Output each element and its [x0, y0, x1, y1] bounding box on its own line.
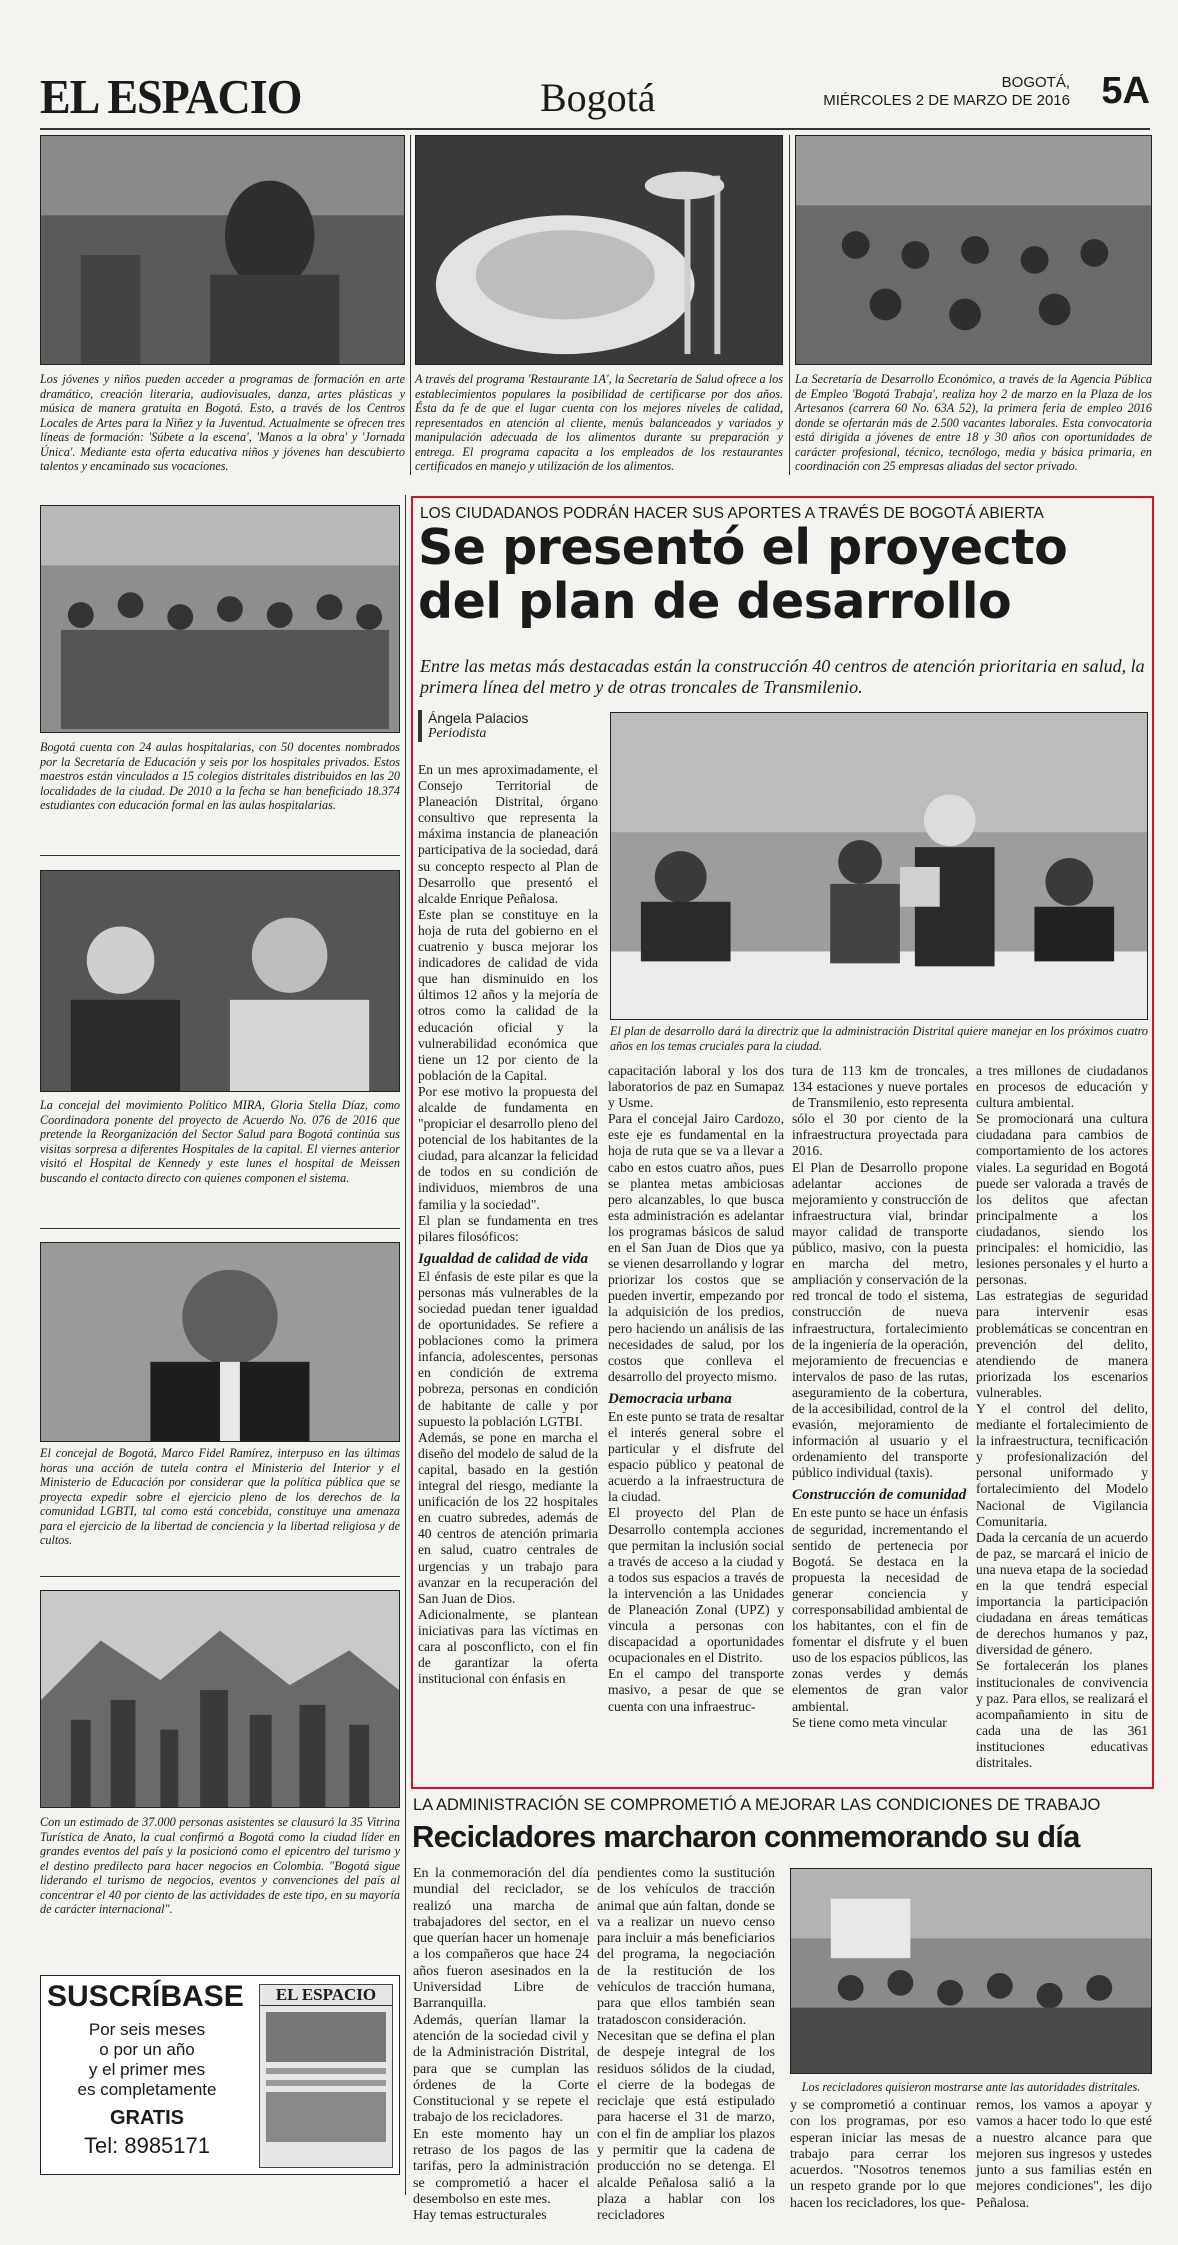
main-article-column-3: tura de 113 km de troncales, 134 estaciones y nueve portales de Transmilenio, esto representa sólo el 30 por ciento de la infraestructura proyectada para 2016. El Plan de Desarrollo propone adelantar acciones de mejoramiento y construcción de infraestructura vial, brindar mayor calidad de transporte público, masivo, con la puesta en marcha del metro, ampliación y conservación de la red troncal de todo el sistema, construcción de nueva infraestructura, fortalecimiento de la ingeniería de la operación, mejoramiento de frecuencias e intervalos de paso de las rutas, aseguramiento de la cobertura, de la accesibilidad, control de la evasión, mejoramiento de información al usuario y el ordenamiento del transporte público individual (taxis). Construcción de comunidad En este punto se hace un énfasis de seguridad, incrementando el sentido de pertenecia por Bogotá. Se destaca en la propuesta la necesidad de generar conciencia y corresponsabilidad ambiental de los habitantes, con el fin de fomentar el disfrute y el buen uso de los espacios públicos, las zonas verdes y demás elementos de gran valor ambiental. Se tiene como meta vincular [792, 1063, 968, 1730]
subscribe-text: Por seis meses o por un año y el primer mes es completamente GRATIS Tel: 8985171 [47, 2020, 247, 2156]
second-article-column-1: En la conmemoración del día mundial del reciclador, se realizó una marcha de trabajadores del sector, en el que querían hacer un homenaje a los compañeros que hace 24 años fueron asesinados en la Universidad Libre de Barranquilla. Además, querían llamar la atención de la sociedad civil y de la Administración Distrital, para que se cumplan las órdenes de la Corte Constitucional y se repete el trabajo de los recicladores. En este momento hay un retraso de los pagos de las tarifas, pero la administración se comprometió a hacer el desembolso en este mes. Hay temas estructurales [413, 1866, 589, 2224]
main-article-kicker: LOS CIUDADANOS PODRÁN HACER SUS APORTES A TRAVÉS DE BOGOTÁ ABIERTA [420, 505, 1044, 522]
caption-concejal-ramirez: El concejal de Bogotá, Marco Fidel Ramírez, interpuso en las últimas horas una acción de tutela contra el Ministerio del Interior y el Ministerio de Educación por considerar que la política pública que se proyecta expedir sobre el ejercicio pleno de los derechos de la comunidad LGBTI, tal como está concebida, constituye una amenaza para el ejercicio de la libertad de conciencia y la libertad religiosa y de cultos. [40, 1446, 400, 1547]
photo-concejal-mira [40, 870, 400, 1092]
photo-plan-presentation [610, 712, 1148, 1020]
second-article-column-2: pendientes como la sustitución de los vehículos de tracción animal que aún faltan, donde se va a realizar un nuevo censo para incluir a más beneficiarios del programa, la negociación de la restitución de los vehículos de tracción humana, para que ellos también sean tratadoscon consideración. Necesitan que se defina el plan de despeje integral de los residuos sólidos de la ciudad, el cierre de la bodegas de reciclaje que está estipulado para hacerse el 31 de marzo, con el fin de ampliar los plazos y permitir que la cadena de producción no se detenga. El alcalde Peñalosa salió a la plaza a hablar con los recicladores [597, 1866, 775, 2224]
main-article-deck: Entre las metas más destacadas están la construcción 40 centros de atención prioritaria en salud, la primera línea del metro y de otras troncales de Transmilenio. [420, 656, 1145, 697]
column-rule [410, 135, 411, 475]
caption-restaurant: A través del programa 'Restaurante 1A', la Secretaría de Salud ofrece a los establecimientos populares la posibilidad de certificarse por dos años. Ésta da fe de que el lugar cuenta con los mejores niveles de calidad, representados en atención al cliente, menús balanceados y variados y manipulación adecuada de los alimentos durante su preparación y entrega. El programa capacita a los empleados de los restaurantes certificados en manejo y utilización de los alimentos. [415, 372, 783, 473]
subheading-democracia: Democracia urbana [608, 1390, 732, 1407]
caption-hospital-classrooms: Bogotá cuenta con 24 aulas hospitalarias, con 50 docentes nombrados por la Secretaría de Educación y seis por los hospitales privados. Estos maestros están vinculados a 15 colegios distritales distribuidos en las 20 localidades de la ciudad. De 2010 a la fecha se han beneficiado 18.374 estudiantes con educación formal en las aulas hospitalarias. [40, 740, 400, 812]
photo-job-fair [795, 135, 1152, 365]
separator [40, 1228, 400, 1229]
photo-restaurant-dish [415, 135, 783, 365]
main-article-column-1: En un mes aproximadamente, el Consejo Territorial de Planeación Distrital, órgano consultivo que representa la máxima instancia de planeación participativa de la sociedad, dará su concepto respecto al Plan de Desarrollo que presentó el alcalde Enrique Peñalosa. Este plan se constituye en la hoja de ruta del gobierno en el cuatrenio y busca mejorar los indicadores de calidad de vida que han disminuido en los últimos 12 años y la mejoría de otros como la calidad de la educación oficial y la vulnerabilidad económica que tiene un 12 por ciento de la población de la Capital. Por ese motivo la propuesta del alcalde de fundamenta en "propiciar el desarrollo pleno del potencial de los habitantes de la ciudad, para alcanzar la felicidad de todos en su condición de individuos, miembros de una familia y la sociedad". El plan se fundamenta en tres pilares filosóficos: Igualdad de calidad de vida El énfasis de este pilar es que la personas más vulnerables de la sociedad puedan tener igualdad de oportunidades. Se refiere a poblaciones como la primera infancia, adolescentes, personas en condición de extrema pobreza, personas en condición de habitante de calle y por supuesto la población LGTBI. Además, se pone en marcha el diseño del modelo de salud de la capital, basado en la gestión integral del riesgo, mediante la unificación de los 22 hospitales en cuatro subredes, además de 40 centros de atención primaria en salud, cuatro centrales de urgencias y un trabajo para avanzar en la recuperación del San Juan de Dios. Adicionalmente, se plantean iniciativas para las víctimas en cara al posconflicto, con el fin de garantizar la oferta institucional con énfasis en [418, 762, 598, 1687]
second-article-column-4: remos, los vamos a apoyar y vamos a hacer todo lo que esté a nuestro alcance para que mejoren sus ingresos y ustedes junto a sus familias estén en mejores condiciones", les dijo Peñalosa. [976, 2098, 1152, 2211]
author-block [418, 710, 598, 742]
masthead-city: BOGOTÁ, [1001, 74, 1070, 91]
author-name: Ángela Palacios [428, 710, 529, 726]
caption-plan-presentation: El plan de desarrollo dará la directriz que la administración Distrital quiere manejar en los próximos cuatro años en los temas cruciales para la ciudad. [610, 1024, 1148, 1053]
second-article-headline: Recicladores marcharon conmemorando su día [412, 1819, 1080, 1854]
separator [40, 1576, 400, 1577]
photo-bogota-skyline [40, 1590, 400, 1808]
second-article-column-3: y se comprometió a continuar con los programas, por eso esperan iniciar las mesas de trabajo para cerrar los acuerdos. "Nosotros tenemos un respeto grande por lo que hacen los recicladores, los que- [790, 2098, 966, 2211]
photo-young-artists [40, 135, 405, 365]
main-article-headline-1: Se presentó el proyecto [418, 519, 1068, 576]
column-rule [405, 495, 406, 2195]
separator [40, 855, 400, 856]
author-role: Periodista [428, 726, 487, 741]
subheading-igualdad: Igualdad de calidad de vida [418, 1250, 588, 1267]
caption-concejal-mira: La concejal del movimiento Político MIRA, Gloria Stella Díaz, como Coordinadora ponente del proyecto de Acuerdo No. 076 de 2016 que pretende la Reorganización del Sector Salud para Bogotá continúa sus visitas sorpresa a diferentes Hospitales de la capital. El viernes anterior visitó el Hospital de Kennedy y este lunes el hospital de Meissen buscando el contacto directo con quienes componen el sistema. [40, 1098, 400, 1185]
mini-newspaper-thumb [259, 1984, 393, 2168]
section-title: Bogotá [540, 75, 656, 120]
subscribe-phone[interactable]: Tel: 8985171 [84, 2133, 210, 2158]
main-article-column-4: a tres millones de ciudadanos en procesos de educación y cultura ambiental. Se promocionará una cultura ciudadana para cambios de comportamiento de los actores viales. La seguridad en Bogotá puede ser valorada a través de los delitos que afectan principalmente a los ciudadanos, siendo los principales: el homicidio, las lesiones personales y el hurto a personas. Las estrategias de seguridad para intervenir esas problemáticas se concentran en prevención del delito, atendiendo de manera priorizada los escenarios vulnerables. Y el control del delito, mediante el fortalecimiento de la infraestructura, tecnificación y profesionalización del personal uniformado y fortalecimiento del Modelo Nacional de Vigilancia Comunitaria. Dada la cercanía de un acuerdo de paz, se marcará el inicio de una nueva etapa de la sociedad en la que tendrá especial importancia la participación ciudadana en áreas temáticas de derechos humanos y paz, diversidad de género. Se fortalecerán los planes institucionales de convivencia y paz. Para ellos, se realizará el acompañamiento in situ de cada una de las 361 instituciones educativas distritales. [976, 1063, 1148, 1771]
subscribe-title: SUSCRÍBASE [47, 1980, 244, 2013]
photo-recyclers-march [790, 1868, 1152, 2074]
caption-young-artists: Los jóvenes y niños pueden acceder a programas de formación en arte dramático, creación literaria, audiovisuales, danza, artes plásticas y música de manera gratuita en Bogotá. Esto, a través de los Centros Locales de Artes para la Niñez y la Juventud. Actualmente se ofrecen tres líneas de formación: 'Súbete a la escena', 'Manos a la obra' y 'Jornada Única'. Mediante esta oferta educativa niños y jóvenes han descubierto talentos y encaminado sus vocaciones. [40, 372, 405, 473]
masthead-date: MIÉRCOLES 2 DE MARZO DE 2016 [823, 92, 1070, 109]
photo-hospital-classrooms [40, 505, 400, 733]
caption-bogota-skyline: Con un estimado de 37.000 personas asistentes se clausuró la 35 Vitrina Turística de Anato, la cual confirmó a Bogotá como la ciudad líder en grandes eventos del país y la posicionó como el epicentro del turismo y el destino predilecto para hacer negocios en Colombia. "Bogotá sigue liderando el turismo de negocios, eventos y convenciones del país al concentrar el 40 por ciento de las actividades de este tipo, en su mayoría de carácter internacional". [40, 1815, 400, 1916]
caption-recyclers-march: Los recicladores quisieron mostrarse ante las autoridades distritales. [801, 2080, 1141, 2094]
second-article-kicker: LA ADMINISTRACIÓN SE COMPROMETIÓ A MEJORAR LAS CONDICIONES DE TRABAJO [413, 1796, 1101, 1814]
main-article-column-2: capacitación laboral y los dos laboratorios de paz en Sumapaz y Usme. Para el concejal Jairo Cardozo, este eje es fundamental en la hoja de ruta que se va a llevar a cabo en estos cuatro años, pues se plantea metas ambiciosas pero alcanzables, lo que busca esta administración es adelantar los programas básicos de salud en el San Juan de Dios que ya se vienen desarrollando y lograr priorizar los costos que se pueden invertir, empezando por la adquisición de los predios, pero haciendo un análisis de las necesidades de salud, por los costos que conlleva el desarrollo del proyecto mismo. Democracia urbana En este punto se trata de resaltar el interés general sobre el particular y el disfrute del espacio público y peatonal de acuerdo a la infraestructura de la ciudad. El proyecto del Plan de Desarrollo contempla acciones que permitan la inclusión social a través de acceso a la ciudad y a todos sus espacios a través de la intervención a las Unidades de Planeación Zonal (UPZ) y vincula a personas con discapacidad a oportunidades ocupacionales en el Distrito. En el campo del transporte masivo, a pesar de que se cuenta con una infraestruc- [608, 1063, 784, 1714]
masthead [40, 62, 1150, 126]
mini-logo: EL ESPACIO [260, 1985, 392, 2006]
masthead-logo: EL ESPACIO [40, 69, 302, 124]
page-number: 5A [1101, 70, 1150, 112]
subheading-comunidad: Construcción de comunidad [792, 1487, 967, 1504]
subscribe-free: GRATIS [109, 2107, 185, 2129]
caption-job-fair: La Secretaría de Desarrollo Económico, a través de la Agencia Pública de Empleo 'Bogotá Trabaja', realiza hoy 2 de marzo en la Plaza de los Artesanos (carrera 60 No. 63A 52), la primera feria de empleo 2016 donde se ofertarán más de 2.500 vacantes laborales. Esta convocatoria está dirigida a jóvenes de entre 18 y 30 años con oportunidades de carácter profesional, técnico, tecnólogo, media y básica primaria, en coordinación con 25 empresas aliadas del sector privado. [795, 372, 1152, 473]
column-rule [789, 135, 790, 475]
photo-concejal-ramirez [40, 1242, 400, 1442]
main-article-headline-2: del plan de desarrollo [418, 573, 1012, 630]
masthead-rule [40, 128, 1150, 130]
subscribe-box[interactable] [40, 1975, 400, 2175]
